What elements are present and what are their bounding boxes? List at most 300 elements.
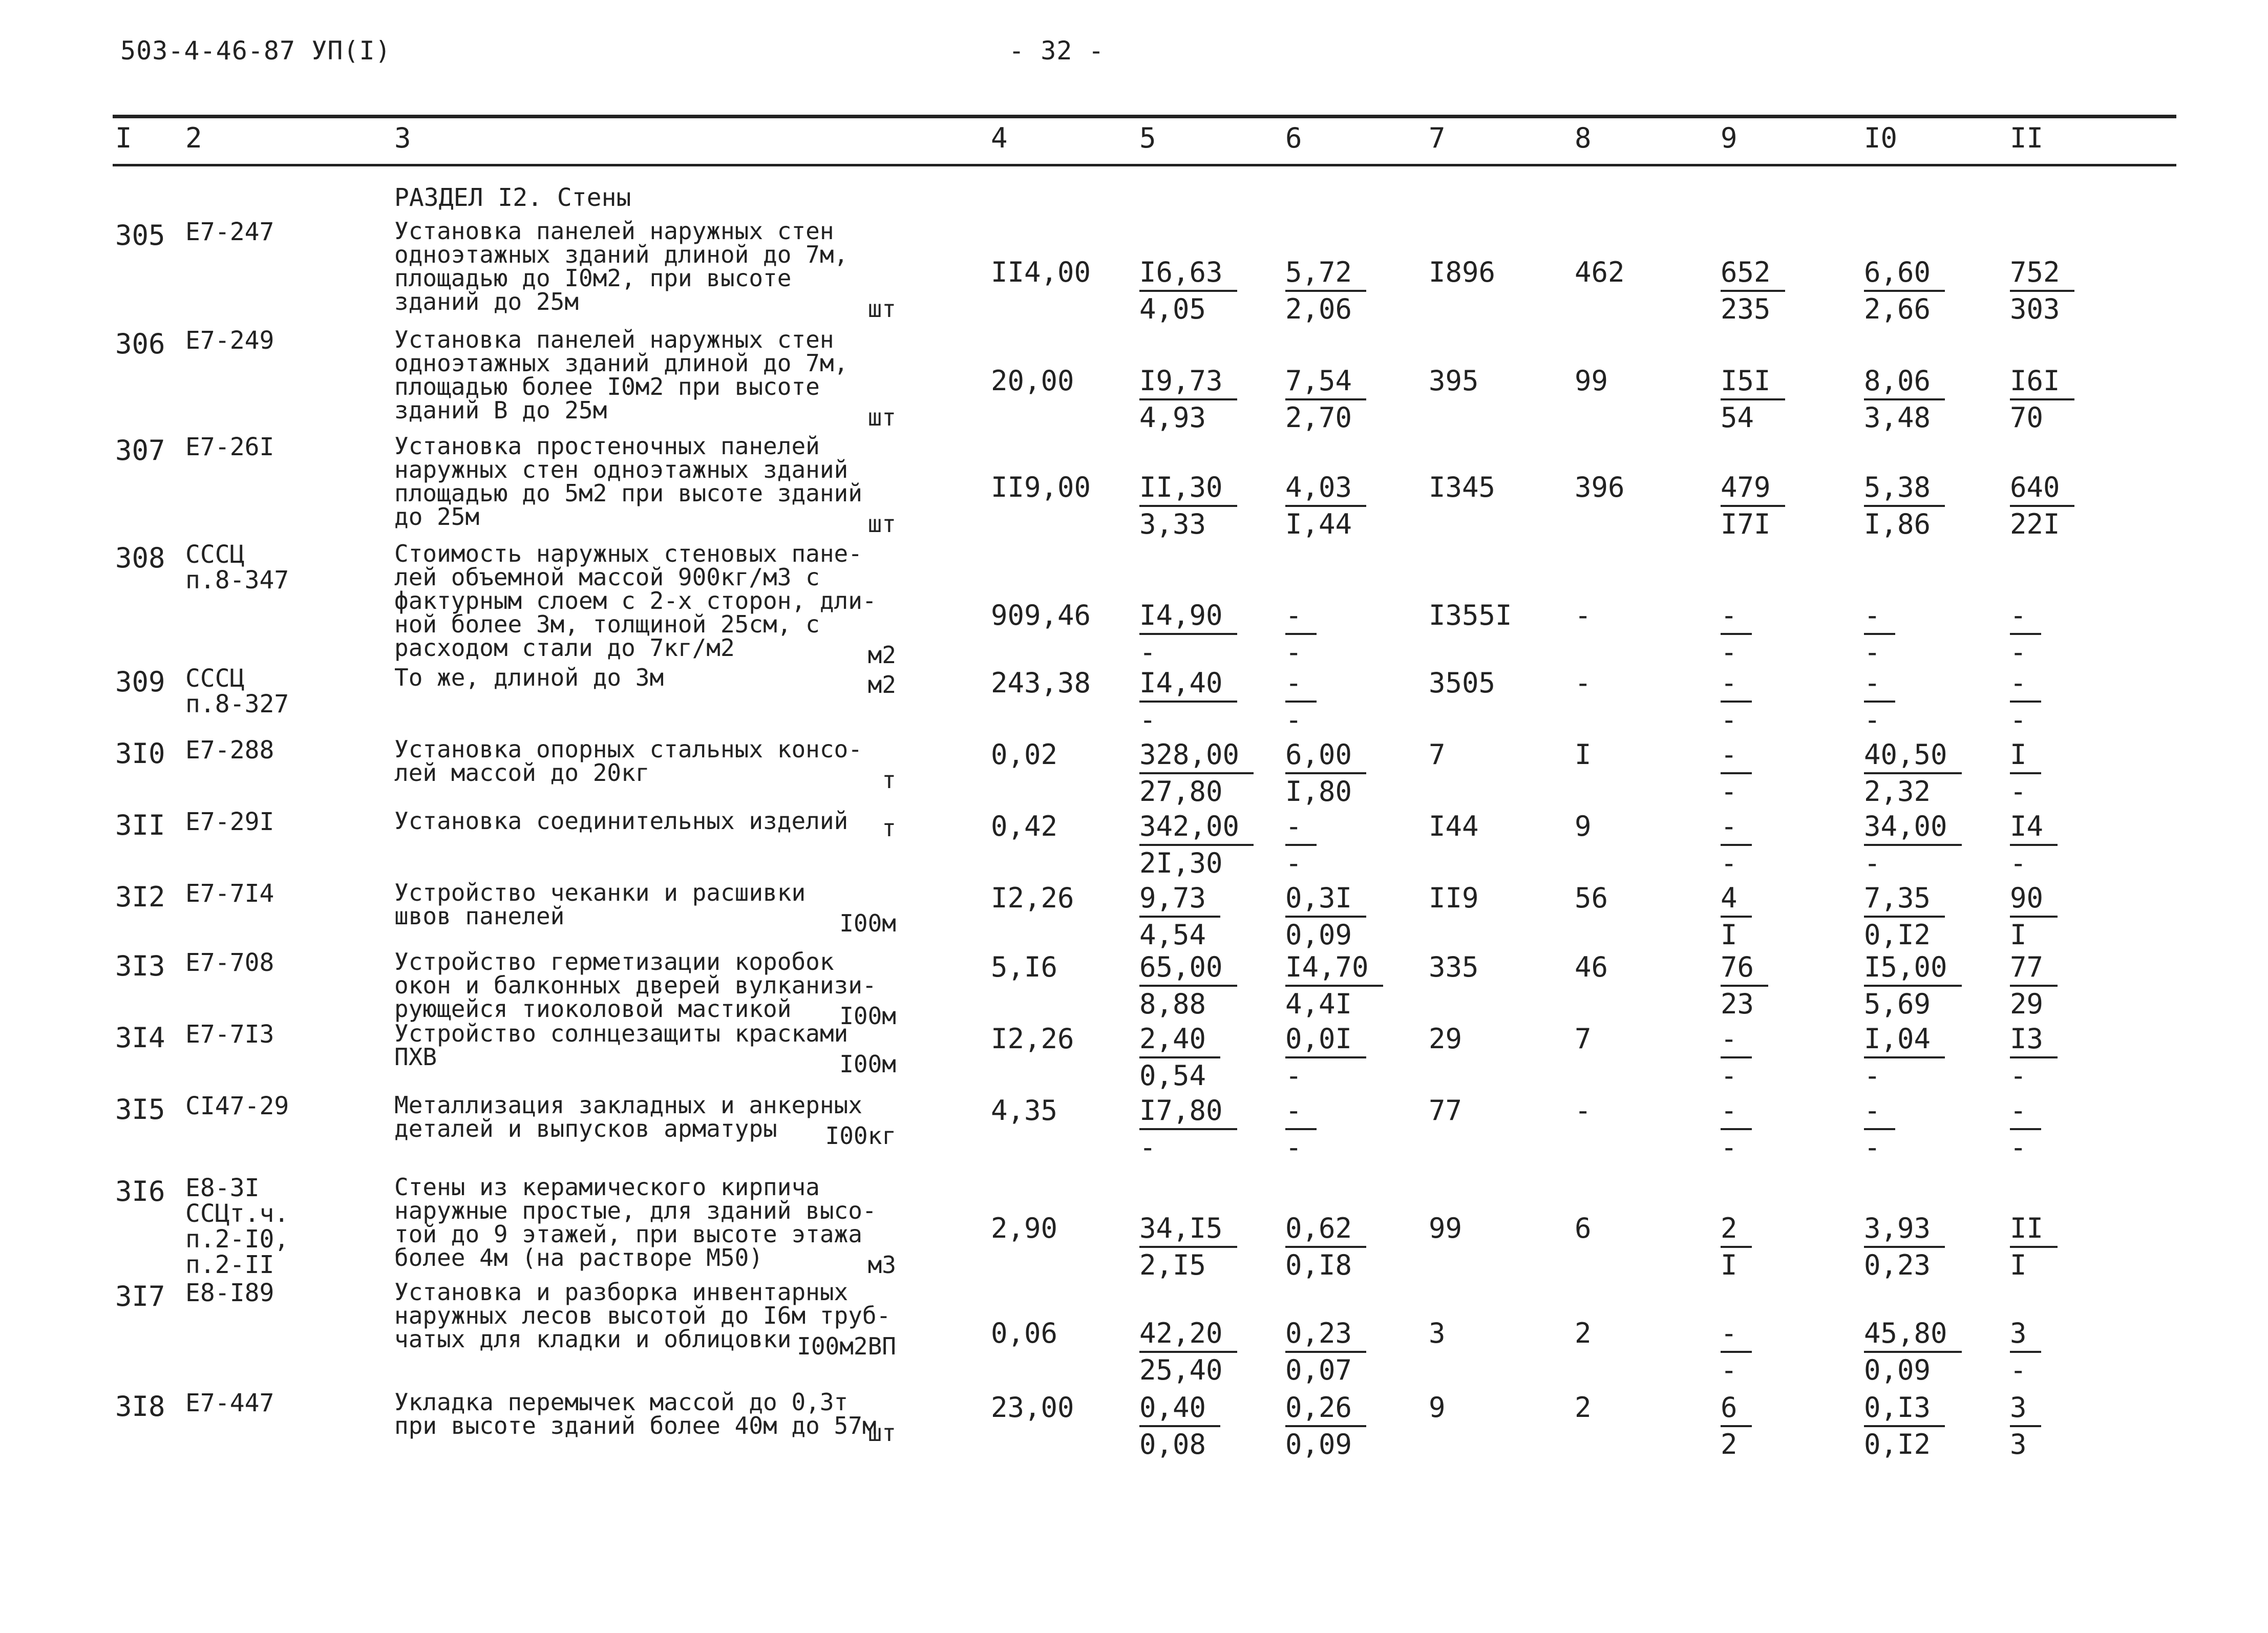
- fraction-top: 5,72: [1285, 255, 1366, 292]
- value-col8: -: [1575, 1094, 1592, 1127]
- description-line: То же, длиной до 3м: [394, 664, 664, 691]
- row-description: [394, 735, 896, 794]
- fraction-bottom: I,80: [1285, 775, 1352, 808]
- fraction-top: -: [1721, 1093, 1752, 1130]
- fraction-c9: [1721, 881, 1752, 952]
- description-line: фактурным слоем с 2-х сторон, дли-: [394, 587, 877, 614]
- column-header: 6: [1285, 122, 1302, 154]
- fraction-top: 3: [2010, 1316, 2041, 1353]
- value-col4: 0,06: [991, 1317, 1058, 1349]
- description-line: Укладка перемычек массой до 0,3т: [394, 1388, 849, 1416]
- row-description: [394, 1173, 896, 1279]
- column-header: 2: [185, 122, 202, 154]
- row-number: 309: [115, 666, 165, 698]
- fraction-c6: [1285, 737, 1366, 809]
- row-code-part: Е7-26I: [185, 433, 274, 461]
- fraction-top: 328,00: [1139, 737, 1254, 774]
- fraction-c6: [1285, 1316, 1366, 1388]
- fraction-bottom: 0,I2: [1864, 1428, 1931, 1460]
- fraction-top: 7,54: [1285, 364, 1366, 400]
- fraction-top: 7,35: [1864, 881, 1945, 918]
- fraction-top: 4: [1721, 881, 1752, 918]
- fraction-c6: [1285, 1211, 1366, 1283]
- fraction-top: -: [1285, 666, 1317, 703]
- fraction-top: 0,23: [1285, 1316, 1366, 1353]
- fraction-top: 0,3I: [1285, 881, 1366, 918]
- value-col4: II4,00: [991, 256, 1091, 288]
- value-col7: 335: [1429, 951, 1479, 983]
- row-code: [185, 219, 274, 245]
- fraction-c11: [2010, 1390, 2041, 1462]
- unit-label: м2: [867, 641, 896, 669]
- fraction-top: I5,00: [1864, 950, 1962, 987]
- value-col8: 462: [1575, 256, 1625, 288]
- fraction-c10: [1864, 950, 1962, 1022]
- column-header: 4: [991, 122, 1008, 154]
- fraction-c10: [1864, 1316, 1962, 1388]
- fraction-bottom: 2,I5: [1139, 1249, 1206, 1281]
- fraction-c6: [1285, 809, 1317, 881]
- row-description: [394, 664, 896, 698]
- row-number: 3I0: [115, 737, 165, 770]
- fraction-c5: [1139, 666, 1237, 737]
- fraction-c9: [1721, 950, 1768, 1022]
- row-code: [185, 434, 274, 460]
- row-description: [394, 1091, 896, 1150]
- fraction-bottom: -: [2010, 636, 2027, 668]
- row-number: 3I4: [115, 1022, 165, 1054]
- row-number: 305: [115, 219, 165, 251]
- section-title: РАЗДЕЛ I2. Стены: [394, 183, 631, 212]
- fraction-c10: [1864, 1390, 1945, 1462]
- fraction-top: 640: [2010, 470, 2074, 507]
- fraction-top: 65,00: [1139, 950, 1237, 987]
- description-line: наружные простые, для зданий высо-: [394, 1197, 877, 1224]
- fraction-c9: [1721, 666, 1752, 737]
- row-code: [185, 737, 274, 763]
- row-description: [394, 1278, 896, 1360]
- fraction-top: I4,90: [1139, 598, 1237, 635]
- row-number: 3I2: [115, 881, 165, 913]
- value-col7: 29: [1429, 1023, 1462, 1055]
- fraction-bottom: -: [1721, 704, 1737, 736]
- fraction-bottom: -: [2010, 775, 2027, 808]
- description-line: одноэтажных зданий длиной до 7м,: [394, 241, 849, 268]
- value-col4: 0,02: [991, 738, 1058, 771]
- column-header: 5: [1139, 122, 1156, 154]
- description-line: площадью более I0м2 при высоте: [394, 373, 820, 400]
- fraction-top: 0,0I: [1285, 1022, 1366, 1058]
- value-col4: 2,90: [991, 1212, 1058, 1244]
- fraction-c11: [2010, 950, 2058, 1022]
- fraction-bottom: -: [1285, 847, 1302, 879]
- fraction-top: -: [1285, 1093, 1317, 1130]
- description-line: зданий до 25м: [394, 288, 579, 315]
- row-code-part: Е7-288: [185, 736, 274, 765]
- row-number: 3I3: [115, 950, 165, 982]
- fraction-bottom: 0,09: [1285, 919, 1352, 951]
- fraction-top: 6: [1721, 1390, 1752, 1427]
- description-line: Устройство герметизации коробок: [394, 948, 834, 975]
- description-line: Металлизация закладных и анкерных: [394, 1091, 862, 1119]
- value-col4: 243,38: [991, 667, 1091, 699]
- fraction-top: I4: [2010, 809, 2058, 846]
- value-col8: 9: [1575, 810, 1592, 842]
- fraction-bottom: 3: [2010, 1428, 2027, 1460]
- fraction-bottom: 0,07: [1285, 1354, 1352, 1386]
- fraction-top: -: [1721, 666, 1752, 703]
- row-code-part: Е7-708: [185, 948, 274, 977]
- document-code: 503-4-46-87 УП(I): [120, 36, 391, 66]
- value-col4: 0,42: [991, 810, 1058, 842]
- fraction-c10: [1864, 470, 1945, 542]
- value-col4: 23,00: [991, 1391, 1074, 1424]
- fraction-c9: [1721, 1093, 1752, 1165]
- row-description: [394, 1020, 896, 1078]
- description-line: Установка соединительных изделий: [394, 807, 849, 835]
- fraction-c11: [2010, 1316, 2041, 1388]
- fraction-bottom: 8,88: [1139, 988, 1206, 1020]
- fraction-bottom: 4,4I: [1285, 988, 1352, 1020]
- row-code-part: Е7-447: [185, 1389, 274, 1417]
- fraction-top: I,04: [1864, 1022, 1945, 1058]
- fraction-top: -: [1864, 666, 1895, 703]
- column-header: I0: [1864, 122, 1898, 154]
- fraction-c11: [2010, 364, 2074, 435]
- fraction-c10: [1864, 737, 1962, 809]
- fraction-bottom: -: [1285, 1059, 1302, 1092]
- fraction-bottom: 4,05: [1139, 293, 1206, 325]
- row-code-part: Е7-247: [185, 218, 274, 246]
- description-line: площадью до I0м2, при высоте: [394, 264, 792, 292]
- description-line: при высоте зданий более 40м до 57м: [394, 1412, 877, 1439]
- fraction-c5: [1139, 255, 1237, 327]
- description-line: Установка опорных стальных консо-: [394, 735, 862, 763]
- fraction-c9: [1721, 1022, 1752, 1093]
- fraction-bottom: -: [2010, 1131, 2027, 1163]
- fraction-bottom: -: [2010, 847, 2027, 879]
- fraction-top: 2: [1721, 1211, 1752, 1248]
- description-line: более 4м (на растворе М50): [394, 1244, 764, 1271]
- column-header: I: [115, 122, 132, 154]
- description-line: Устройство солнцезащиты красками: [394, 1020, 849, 1047]
- fraction-bottom: -: [1285, 1131, 1302, 1163]
- fraction-c11: [2010, 881, 2058, 952]
- row-number: 308: [115, 542, 165, 574]
- fraction-top: 8,06: [1864, 364, 1945, 400]
- fraction-top: I7,80: [1139, 1093, 1237, 1130]
- fraction-c5: [1139, 1211, 1237, 1283]
- fraction-bottom: 235: [1721, 293, 1771, 325]
- fraction-bottom: -: [1139, 1131, 1156, 1163]
- fraction-c10: [1864, 809, 1962, 881]
- description-line: ной более 3м, толщиной 25см, с: [394, 610, 820, 638]
- description-line: Стены из керамического кирпича: [394, 1173, 820, 1201]
- fraction-top: I: [2010, 737, 2041, 774]
- fraction-c6: [1285, 1093, 1317, 1165]
- value-col4: I2,26: [991, 1023, 1074, 1055]
- fraction-top: 45,80: [1864, 1316, 1962, 1353]
- description-line: Установка панелей наружных стен: [394, 326, 834, 353]
- value-col4: I2,26: [991, 882, 1074, 914]
- row-code: [185, 1175, 289, 1278]
- unit-label: шт: [867, 510, 896, 538]
- fraction-top: -: [1721, 809, 1752, 846]
- value-col8: 99: [1575, 365, 1608, 397]
- value-col8: 6: [1575, 1212, 1592, 1244]
- row-code-part: Е7-7I3: [185, 1020, 274, 1049]
- fraction-bottom: -: [1721, 636, 1737, 668]
- fraction-bottom: I,86: [1864, 508, 1931, 540]
- fraction-c6: [1285, 1390, 1366, 1462]
- row-code: [185, 950, 274, 975]
- description-line: Стоимость наружных стеновых пане-: [394, 540, 862, 567]
- fraction-c10: [1864, 598, 1895, 670]
- description-line: до 25м: [394, 503, 480, 531]
- value-col7: I896: [1429, 256, 1496, 288]
- row-description: [394, 1388, 896, 1447]
- description-line: Устройство чеканки и расшивки: [394, 879, 806, 906]
- row-number: 306: [115, 328, 165, 360]
- fraction-top: 0,I3: [1864, 1390, 1945, 1427]
- fraction-c9: [1721, 364, 1785, 435]
- value-col4: 909,46: [991, 599, 1091, 631]
- value-col8: 396: [1575, 471, 1625, 503]
- value-col8: 46: [1575, 951, 1608, 983]
- fraction-bottom: 0,23: [1864, 1249, 1931, 1281]
- row-description: [394, 807, 896, 842]
- row-code-part: Е8-3I: [185, 1174, 260, 1202]
- fraction-bottom: I: [1721, 919, 1737, 951]
- column-header: 8: [1575, 122, 1592, 154]
- fraction-bottom: 29: [2010, 988, 2044, 1020]
- fraction-top: -: [1721, 1022, 1752, 1058]
- fraction-bottom: -: [1864, 847, 1881, 879]
- fraction-bottom: -: [1721, 775, 1737, 808]
- column-header: 7: [1429, 122, 1446, 154]
- unit-label: м2: [867, 671, 896, 698]
- fraction-c5: [1139, 1316, 1237, 1388]
- fraction-top: 76: [1721, 950, 1768, 987]
- fraction-bottom: -: [2010, 704, 2027, 736]
- fraction-top: 6,60: [1864, 255, 1945, 292]
- fraction-top: -: [1864, 1093, 1895, 1130]
- row-number: 307: [115, 434, 165, 466]
- row-code-part: СССЦ: [185, 664, 245, 693]
- fraction-bottom: 5,69: [1864, 988, 1931, 1020]
- fraction-c5: [1139, 598, 1237, 670]
- column-header: II: [2010, 122, 2044, 154]
- fraction-bottom: 0,08: [1139, 1428, 1206, 1460]
- fraction-c10: [1864, 1093, 1895, 1165]
- value-col8: 7: [1575, 1023, 1592, 1055]
- fraction-bottom: I: [1721, 1249, 1737, 1281]
- fraction-c9: [1721, 737, 1752, 809]
- row-number: 3I6: [115, 1175, 165, 1207]
- fraction-bottom: 0,I8: [1285, 1249, 1352, 1281]
- fraction-c11: [2010, 809, 2058, 881]
- unit-label: I00м2ВП: [797, 1332, 896, 1360]
- fraction-c5: [1139, 1390, 1220, 1462]
- value-col8: 2: [1575, 1391, 1592, 1424]
- fraction-top: 34,00: [1864, 809, 1962, 846]
- fraction-top: I4,70: [1285, 950, 1383, 987]
- fraction-bottom: -: [1139, 636, 1156, 668]
- row-code-part: Е7-7I4: [185, 879, 274, 908]
- fraction-bottom: 0,I2: [1864, 919, 1931, 951]
- unit-label: т: [882, 814, 896, 842]
- row-description: [394, 879, 896, 937]
- unit-label: I00кг: [825, 1122, 896, 1150]
- fraction-top: 77: [2010, 950, 2058, 987]
- fraction-c10: [1864, 255, 1945, 327]
- row-code: [185, 881, 274, 906]
- fraction-c9: [1721, 255, 1785, 327]
- row-code: [185, 542, 289, 593]
- description-line: той до 9 этажей, при высоте этажа: [394, 1220, 862, 1248]
- row-code-part: Е7-249: [185, 326, 274, 355]
- fraction-top: -: [1721, 598, 1752, 635]
- fraction-c6: [1285, 881, 1366, 952]
- fraction-bottom: 2,32: [1864, 775, 1931, 808]
- fraction-c11: [2010, 1022, 2058, 1093]
- description-line: площадью до 5м2 при высоте зданий: [394, 479, 862, 507]
- fraction-c10: [1864, 364, 1945, 435]
- fraction-top: I6,63: [1139, 255, 1237, 292]
- fraction-top: 5,38: [1864, 470, 1945, 507]
- value-col8: 56: [1575, 882, 1608, 914]
- fraction-bottom: 22I: [2010, 508, 2060, 540]
- fraction-bottom: -: [1285, 704, 1302, 736]
- row-code-part: п.2-I0,: [185, 1225, 289, 1254]
- value-col7: 3505: [1429, 667, 1496, 699]
- description-line: одноэтажных зданий длиной до 7м,: [394, 349, 849, 377]
- fraction-top: -: [2010, 666, 2041, 703]
- fraction-top: -: [2010, 1093, 2041, 1130]
- fraction-top: 3,93: [1864, 1211, 1945, 1248]
- unit-label: т: [882, 766, 896, 794]
- fraction-top: -: [2010, 598, 2041, 635]
- fraction-top: -: [1285, 598, 1317, 635]
- fraction-bottom: -: [1721, 1059, 1737, 1092]
- fraction-top: 479: [1721, 470, 1785, 507]
- fraction-c9: [1721, 598, 1752, 670]
- fraction-bottom: 2: [1721, 1428, 1737, 1460]
- row-code-part: Е7-29I: [185, 808, 274, 836]
- fraction-bottom: 4,93: [1139, 401, 1206, 434]
- fraction-c6: [1285, 255, 1366, 327]
- fraction-bottom: I7I: [1721, 508, 1771, 540]
- fraction-c6: [1285, 598, 1317, 670]
- row-code: [185, 328, 274, 353]
- fraction-c9: [1721, 809, 1752, 881]
- row-description: [394, 326, 896, 431]
- fraction-top: I5I: [1721, 364, 1785, 400]
- fraction-top: 4,03: [1285, 470, 1366, 507]
- value-col8: -: [1575, 667, 1592, 699]
- fraction-c10: [1864, 1022, 1945, 1093]
- description-line: лей массой до 20кг: [394, 759, 650, 787]
- value-col8: 2: [1575, 1317, 1592, 1349]
- fraction-bottom: -: [1864, 1059, 1881, 1092]
- fraction-bottom: -: [1864, 704, 1881, 736]
- fraction-bottom: -: [1864, 636, 1881, 668]
- fraction-top: 6,00: [1285, 737, 1366, 774]
- row-code-part: СССЦ: [185, 540, 245, 569]
- fraction-bottom: 2,70: [1285, 401, 1352, 434]
- fraction-c9: [1721, 470, 1785, 542]
- fraction-c9: [1721, 1316, 1752, 1388]
- fraction-top: II: [2010, 1211, 2058, 1248]
- value-col8: I: [1575, 738, 1592, 771]
- fraction-bottom: I: [2010, 919, 2027, 951]
- header-top-rule: [113, 115, 2176, 118]
- fraction-bottom: 0,09: [1285, 1428, 1352, 1460]
- fraction-top: 3: [2010, 1390, 2041, 1427]
- fraction-bottom: 0,54: [1139, 1059, 1206, 1092]
- fraction-bottom: 2,66: [1864, 293, 1931, 325]
- description-line: расходом стали до 7кг/м2: [394, 634, 735, 662]
- fraction-c5: [1139, 1093, 1237, 1165]
- fraction-top: 342,00: [1139, 809, 1254, 846]
- description-line: Установка простеночных панелей: [394, 432, 820, 460]
- description-line: окон и балконных дверей вулканизи-: [394, 971, 877, 999]
- row-description: [394, 948, 896, 1030]
- fraction-bottom: 2I,30: [1139, 847, 1223, 879]
- fraction-top: -: [1721, 737, 1752, 774]
- row-code-part: п.8-347: [185, 566, 289, 595]
- fraction-c11: [2010, 255, 2074, 327]
- fraction-c6: [1285, 1022, 1366, 1093]
- fraction-c10: [1864, 881, 1945, 952]
- fraction-c11: [2010, 666, 2041, 737]
- fraction-top: -: [1721, 1316, 1752, 1353]
- row-code: [185, 1390, 274, 1416]
- fraction-bottom: 25,40: [1139, 1354, 1223, 1386]
- fraction-top: 0,40: [1139, 1390, 1220, 1427]
- fraction-top: I4,40: [1139, 666, 1237, 703]
- fraction-bottom: -: [1285, 636, 1302, 668]
- value-col7: I355I: [1429, 599, 1512, 631]
- fraction-c5: [1139, 950, 1237, 1022]
- row-number: 3I7: [115, 1280, 165, 1312]
- fraction-top: I3: [2010, 1022, 2058, 1058]
- row-code: [185, 1280, 274, 1306]
- fraction-bottom: I,44: [1285, 508, 1352, 540]
- fraction-top: 42,20: [1139, 1316, 1237, 1353]
- page-number: - 32 -: [1009, 36, 1105, 66]
- fraction-bottom: -: [1721, 847, 1737, 879]
- value-col7: II9: [1429, 882, 1479, 914]
- row-code-part: п.2-II: [185, 1250, 274, 1279]
- fraction-bottom: 70: [2010, 401, 2044, 434]
- fraction-bottom: 303: [2010, 293, 2060, 325]
- fraction-c10: [1864, 1211, 1945, 1283]
- value-col7: I345: [1429, 471, 1496, 503]
- fraction-c11: [2010, 598, 2041, 670]
- fraction-bottom: -: [2010, 1354, 2027, 1386]
- column-header: 9: [1721, 122, 1737, 154]
- fraction-c10: [1864, 666, 1895, 737]
- unit-label: шт: [867, 1419, 896, 1447]
- row-code-part: ССЦт.ч.: [185, 1199, 289, 1228]
- description-line: Установка панелей наружных стен: [394, 217, 834, 245]
- fraction-top: 40,50: [1864, 737, 1962, 774]
- value-col7: 395: [1429, 365, 1479, 397]
- unit-label: I00м: [839, 1002, 896, 1030]
- description-line: наружных лесов высотой до I6м труб-: [394, 1302, 891, 1329]
- fraction-bottom: 23: [1721, 988, 1754, 1020]
